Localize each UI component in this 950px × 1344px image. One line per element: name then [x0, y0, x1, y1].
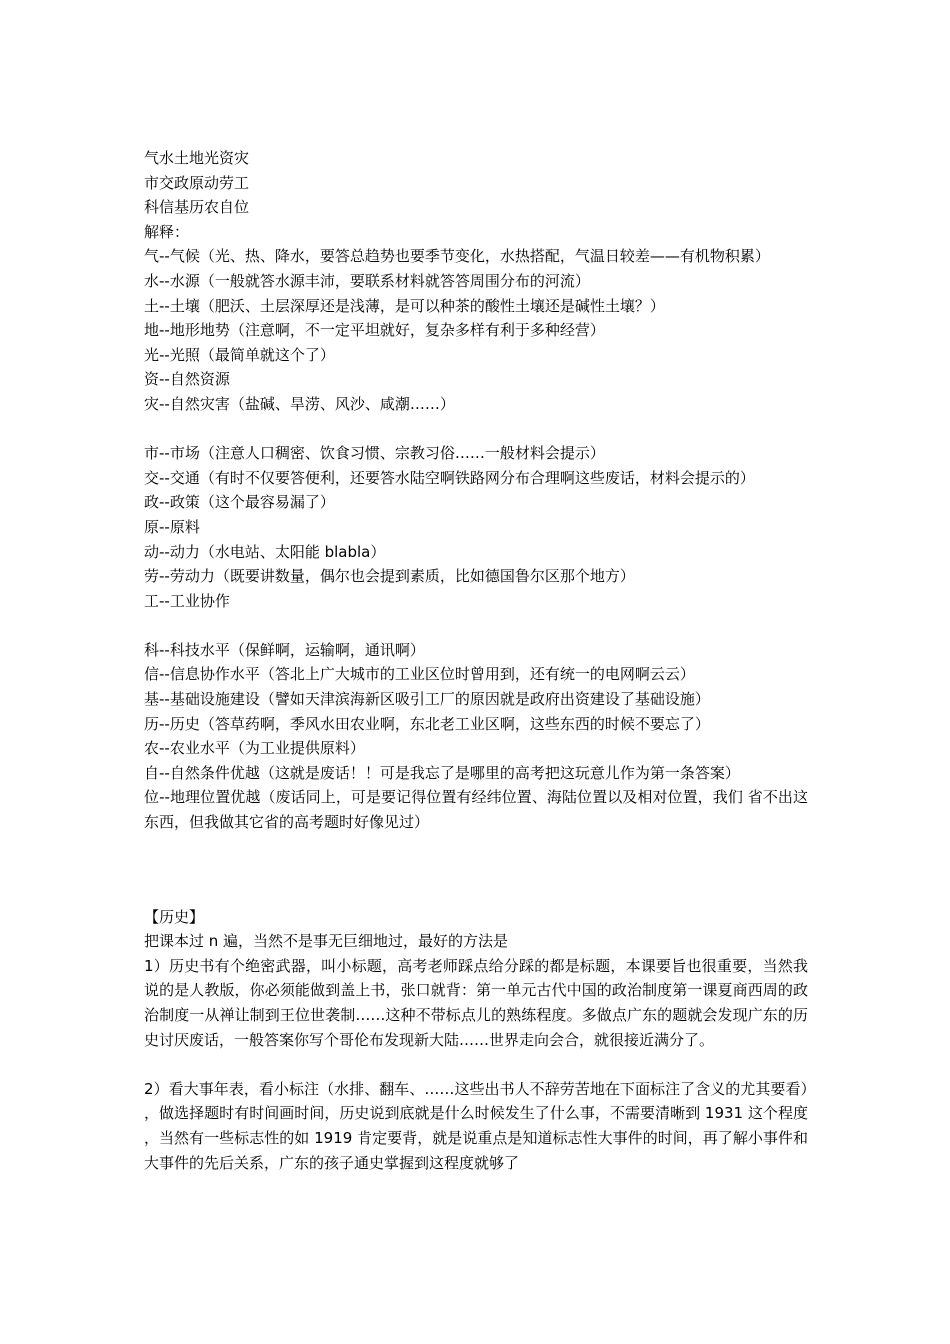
list-item: 基--基础设施建设（譬如天津滨海新区吸引工厂的原因就是政府出资建设了基础设施） [144, 690, 710, 709]
list-item: 气--气候（光、热、降水，要答总趋势也要季节变化，水热搭配，气温日较差——有机物积累） [144, 247, 770, 266]
explain-heading: 解释： [144, 222, 190, 241]
list-item: 光--光照（最简单就这个了） [144, 345, 335, 364]
list-item: 科--科技水平（保鲜啊，运输啊，通讯啊） [144, 640, 425, 659]
list-item: 劳--劳动力（既要讲数量，偶尔也会提到素质，比如德国鲁尔区那个地方） [144, 567, 635, 586]
list-item: 政--政策（这个最容易漏了） [144, 493, 335, 512]
mnemonic-line-1: 气水土地光资灾 [144, 149, 250, 167]
document-body [144, 146, 808, 1175]
mnemonic-line-2: 市交政原动劳工 [144, 173, 250, 192]
list-item: 历--历史（答草药啊，季风水田农业啊，东北老工业区啊，这些东西的时候不要忘了） [144, 714, 710, 733]
list-item: 动--动力（水电站、太阳能 blabla） [144, 542, 386, 561]
spacer [144, 613, 808, 638]
spacer [144, 417, 808, 442]
list-item: 自--自然条件优越（这就是废话！！可是我忘了是哪里的高考把这玩意儿作为第一条答案） [144, 763, 740, 782]
natural-factors-list [144, 244, 808, 416]
list-item: 农--农业水平（为工业提供原料） [144, 739, 365, 758]
history-intro: 把课本过 n 遍，当然不是事无巨细地过，最好的方法是 [144, 932, 509, 951]
list-item: 灾--自然灾害（盐碱、旱涝、风沙、咸潮……） [144, 394, 455, 413]
list-item: 原--原料 [144, 517, 200, 536]
list-item: 交--交通（有时不仅要答便利，还要答水陆空啊铁路网分布合理啊这些废话，材料会提示的） [144, 468, 755, 487]
list-item: 水--水源（一般就答水源丰沛，要联系材料就答答周围分布的河流） [144, 271, 590, 290]
spacer [144, 1052, 808, 1077]
list-item: 市--市场（注意人口稠密、饮食习惯、宗教习俗……一般材料会提示） [144, 444, 605, 463]
economic-factors-list [144, 441, 808, 613]
history-point-2: 2）看大事年表，看小标注（水排、翻车、……这些出书人不辞劳苦地在下面标注了含义的尤其要看），做选择题时有时间画时间，历史说到底就是什么时候发生了什么事，不需要清晰到 1931 这个程度，当然有一些标志性的如 1919 肯定要背，就是说重点是知道标志性大事件的时间，再了解小事件和大事件的先后关系，广东的孩子通史掌握到这程度就够了 [144, 1079, 808, 1172]
list-item: 工--工业协作 [144, 591, 230, 610]
list-item: 位--地理位置优越（废话同上，可是要记得位置有经纬位置、海陆位置以及相对位置，我们 省不出这东西，但我做其它省的高考题时好像见过） [144, 788, 808, 832]
history-point-1: 1）历史书有个绝密武器，叫小标题，高考老师踩点给分踩的都是标题，本课要旨也很重要，当然我说的是人教版，你必须能做到盖上书，张口就背：第一单元古代中国的政治制度第一课夏商西周的政治制度一从禅让制到王位世袭制……这种不带标点儿的熟练程度。多做点广东的题就会发现广东的历史讨厌废话，一般答案你写个哥伦布发现新大陆……世界走向会合，就很接近满分了。 [144, 956, 808, 1049]
list-item: 资--自然资源 [144, 370, 230, 389]
list-item: 信--信息协作水平（答北上广大城市的工业区位时曾用到，还有统一的电网啊云云） [144, 665, 695, 684]
list-item: 地--地形地势（注意啊，不一定平坦就好，复杂多样有利于多种经营） [144, 321, 605, 340]
spacer [144, 835, 808, 905]
list-item: 土--土壤（肥沃、土层深厚还是浅薄，是可以种茶的酸性土壤还是碱性土壤？） [144, 296, 665, 315]
mnemonic-line-3: 科信基历农自位 [144, 198, 250, 217]
history-heading: 【历史】 [144, 907, 205, 926]
other-factors-list [144, 638, 808, 835]
